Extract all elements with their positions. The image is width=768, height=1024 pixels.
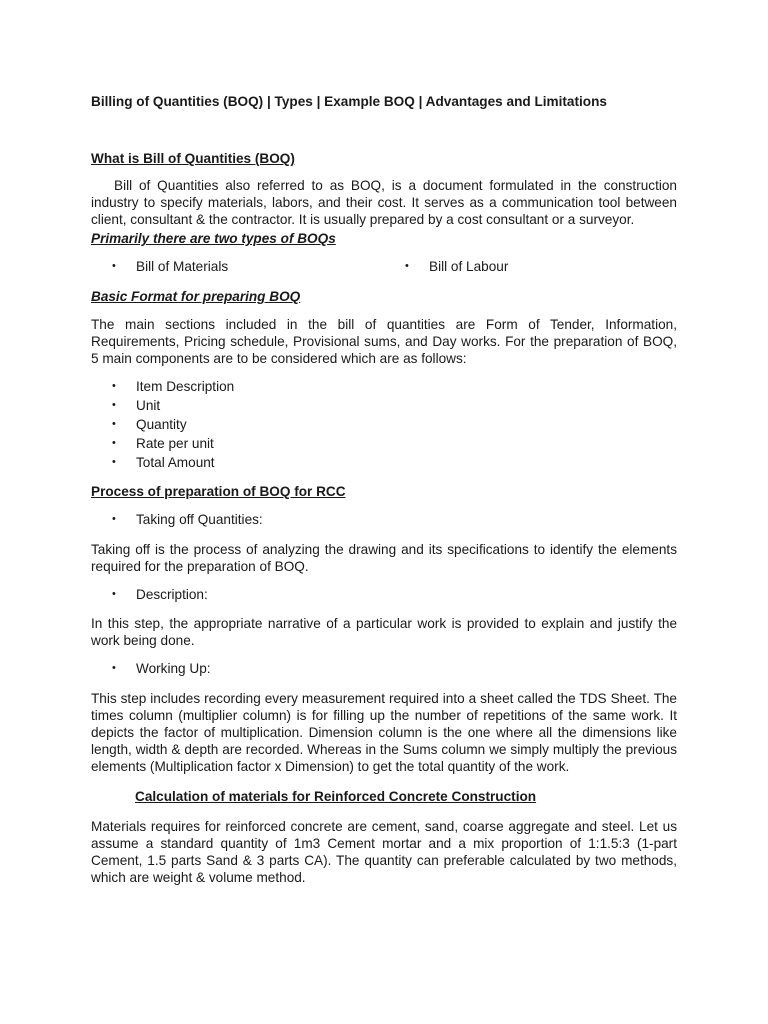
heading-calculation-materials: Calculation of materials for Reinforced Concrete Construction: [135, 789, 537, 804]
bullet-icon: •: [112, 662, 116, 674]
bullet-icon: •: [112, 456, 116, 468]
calculation-paragraph: Materials requires for reinforced concrete are cement, sand, coarse aggregate and steel. Let us assume a standard quantity of 1m3 Cement mortar and a mix proportion of 1:1.5:3 (1-part Cement, 1.5 parts Sand & 3 parts CA). The quantity can preferable calculated by two methods, which are weight & volume method.: [91, 819, 677, 885]
heading-process-rcc: Process of preparation of BOQ for RCC: [91, 484, 346, 499]
description-paragraph: In this step, the appropriate narrative of a particular work is provided to explain and justify the work being done.: [91, 616, 677, 648]
list-item: • Rate per unit: [112, 436, 214, 451]
list-item: • Bill of Labour: [405, 259, 509, 274]
bullet-icon: •: [112, 588, 116, 600]
taking-off-paragraph: Taking off is the process of analyzing the drawing and its specifications to identify the elements required for the preparation of BOQ.: [91, 542, 677, 574]
bullet-icon: •: [112, 418, 116, 430]
document-title: Billing of Quantities (BOQ) | Types | Example BOQ | Advantages and Limitations: [91, 94, 607, 109]
boq-components-list: [91, 377, 677, 472]
basic-format-paragraph: The main sections included in the bill of quantities are Form of Tender, Information, Requirements, Pricing schedule, Provisional sums, and Day works. For the preparation of BOQ, 5 main components are to be considered which are as follows:: [91, 317, 677, 366]
step-description: [91, 585, 677, 604]
bullet-icon: •: [112, 380, 116, 392]
list-item: • Taking off Quantities:: [112, 512, 263, 527]
bullet-icon: •: [112, 399, 116, 411]
list-item: • Bill of Materials: [112, 259, 229, 274]
list-item: • Unit: [112, 398, 161, 413]
list-item: • Working Up:: [112, 661, 211, 676]
bullet-icon: •: [112, 260, 116, 272]
boq-definition-paragraph: Bill of Quantities also referred to as BOQ, is a document formulated in the construction industry to specify materials, labors, and their cost. It serves as a communication tool between client, consultant & the contractor. It is usually prepared by a cost consultant or a surveyor.: [91, 178, 677, 227]
list-item: • Total Amount: [112, 455, 215, 470]
bullet-icon: •: [112, 513, 116, 525]
list-item: • Item Description: [112, 379, 235, 394]
heading-what-is-boq: What is Bill of Quantities (BOQ): [91, 151, 295, 166]
step-taking-off: [91, 510, 677, 529]
step-working-up: [91, 659, 677, 678]
boq-types-list: [91, 257, 677, 276]
list-item: • Quantity: [112, 417, 187, 432]
bullet-icon: •: [405, 260, 409, 272]
bullet-icon: •: [112, 437, 116, 449]
working-up-paragraph: This step includes recording every measurement required into a sheet called the TDS Sheet. The times column (multiplier column) is for filling up the number of repetitions of the same work. It depicts the factor of multiplication. Dimension column is the one where all the dimensions like length, width & depth are recorded. Whereas in the Sums column we simply multiply the previous elements (Multiplication factor x Dimension) to get the total quantity of the work.: [91, 691, 677, 774]
list-item: • Description:: [112, 587, 208, 602]
heading-basic-format: Basic Format for preparing BOQ: [91, 289, 301, 304]
heading-types-of-boq: Primarily there are two types of BOQs: [91, 231, 336, 246]
